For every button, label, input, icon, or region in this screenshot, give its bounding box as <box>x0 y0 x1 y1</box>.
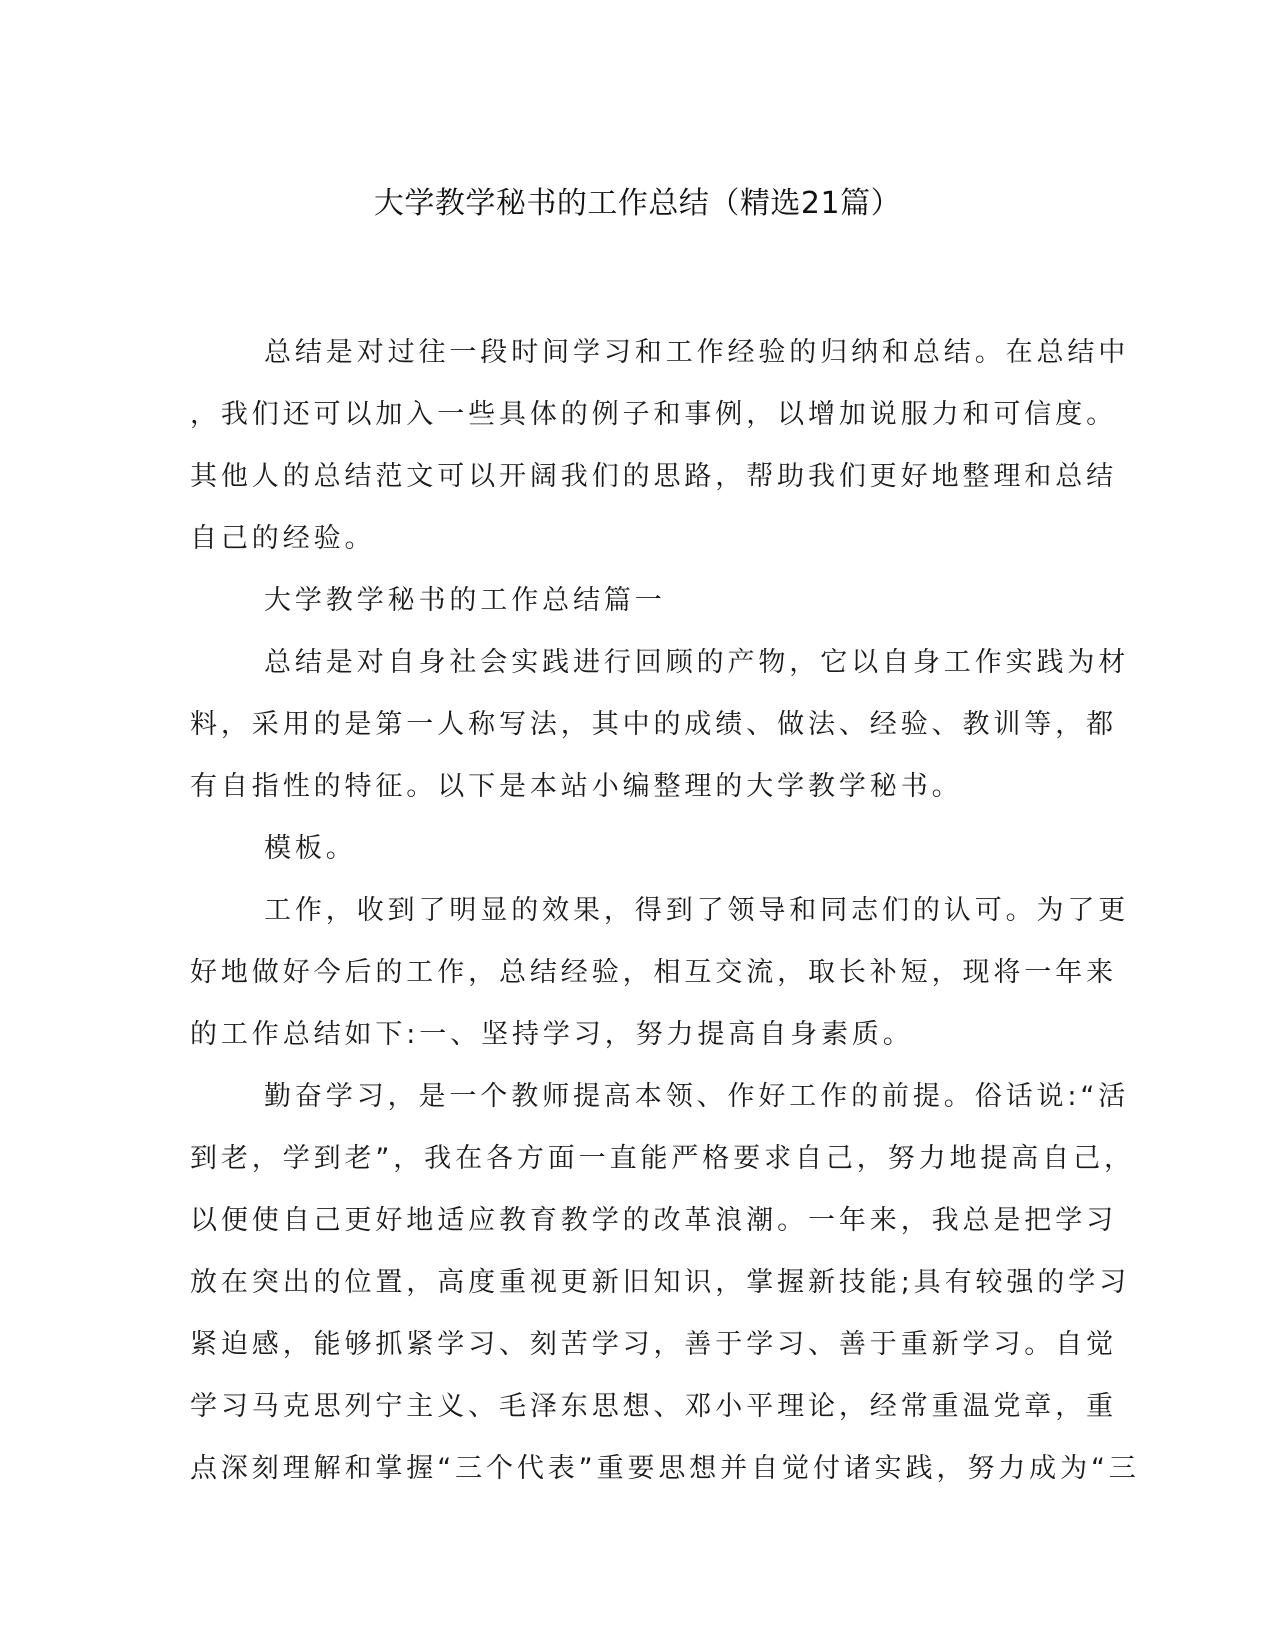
paragraph-line: ，我们还可以加入一些具体的例子和事例，以增加说服力和可信度。 <box>190 399 1117 430</box>
paragraph-line: 的工作总结如下:一、坚持学习，努力提高自身素质。 <box>190 1019 914 1050</box>
section-heading: 大学教学秘书的工作总结篇一 <box>264 585 666 616</box>
paragraph-line: 到老，学到老”，我在各方面一直能严格要求自己，努力地提高自己， <box>190 1143 1135 1174</box>
paragraph-line: 以便使自己更好地适应教育教学的改革浪潮。一年来，我总是把学习 <box>190 1205 1117 1236</box>
paragraph-line: 有自指性的特征。以下是本站小编整理的大学教学秘书。 <box>190 771 963 802</box>
paragraph-line: 料，采用的是第一人称写法，其中的成绩、做法、经验、教训等，都 <box>190 709 1117 740</box>
paragraph-line: 学习马克思列宁主义、毛泽东思想、邓小平理论，经常重温党章，重 <box>190 1391 1117 1422</box>
paragraph-line: 好地做好今后的工作，总结经验，相互交流，取长补短，现将一年来 <box>190 957 1117 988</box>
paragraph-line: 紧迫感，能够抓紧学习、刻苦学习，善于学习、善于重新学习。自觉 <box>190 1329 1117 1360</box>
paragraph-line: 放在突出的位置，高度重视更新旧知识，掌握新技能;具有较强的学习 <box>190 1267 1130 1298</box>
paragraph-line: 工作，收到了明显的效果，得到了领导和同志们的认可。为了更 <box>264 895 1130 926</box>
paragraph-line: 其他人的总结范文可以开阔我们的思路，帮助我们更好地整理和总结 <box>190 461 1117 492</box>
paragraph-line: 自己的经验。 <box>190 523 376 554</box>
paragraph-line: 模板。 <box>264 833 357 864</box>
document-body <box>190 329 1140 1507</box>
paragraph-line: 勤奋学习，是一个教师提高本领、作好工作的前提。俗话说:“活 <box>264 1081 1130 1112</box>
paragraph-line: 总结是对自身社会实践进行回顾的产物，它以自身工作实践为材 <box>264 647 1130 678</box>
paragraph-line: 总结是对过往一段时间学习和工作经验的归纳和总结。在总结中 <box>264 337 1130 368</box>
document-title: 大学教学秘书的工作总结（精选21篇） <box>373 186 902 221</box>
paragraph-line: 点深刻理解和掌握“三个代表”重要思想并自觉付诸实践，努力成为“三 <box>190 1453 1140 1484</box>
